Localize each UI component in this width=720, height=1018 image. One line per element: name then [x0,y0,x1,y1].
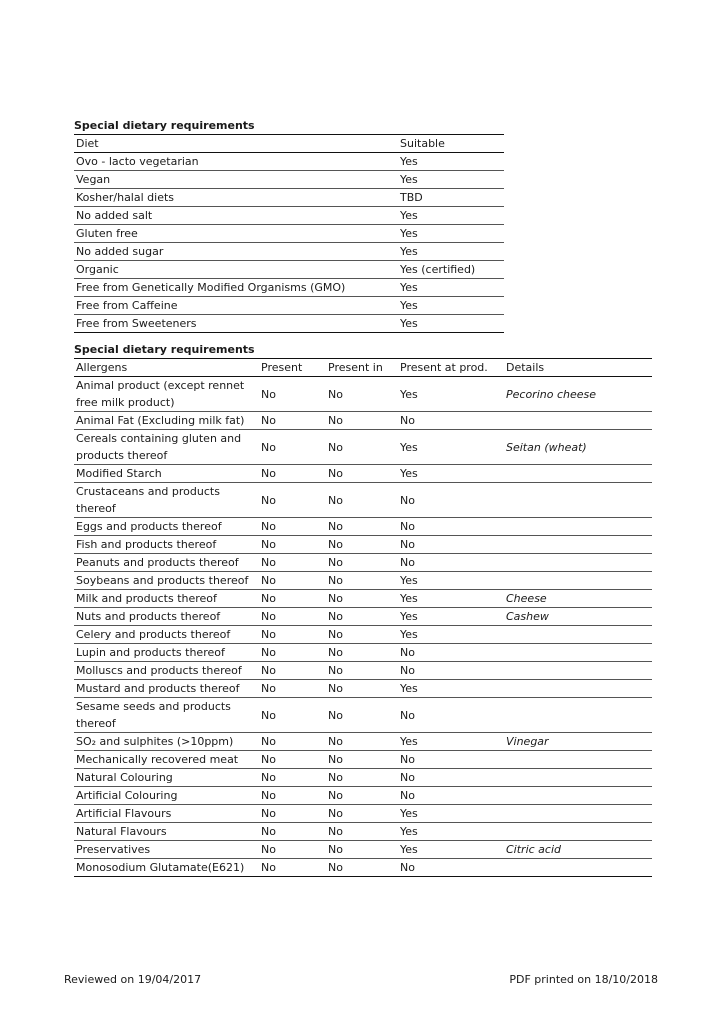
details-cell [504,626,652,644]
details-cell [504,751,652,769]
table-row [74,823,652,841]
suitable-cell: Yes [398,171,504,189]
details-cell: Vinegar [504,733,652,751]
present-cell: No [259,554,326,572]
allergen-name-cell: Animal Fat (Excluding milk fat) [74,412,259,430]
allergen-table [74,358,652,877]
present-in-cell: No [326,769,398,787]
diet-name-cell: Vegan [74,171,398,189]
allergen-name-cell: Eggs and products thereof [74,518,259,536]
present-in-cell: No [326,751,398,769]
table-row [74,554,652,572]
present-in-cell: No [326,698,398,733]
present-cell: No [259,805,326,823]
present-cell: No [259,823,326,841]
table-row [74,536,652,554]
present-at-prod-cell: Yes [398,572,504,590]
details-cell: Citric acid [504,841,652,859]
diet-name-cell: Ovo - lacto vegetarian [74,153,398,171]
present-in-cell: No [326,536,398,554]
diet-name-cell: Gluten free [74,225,398,243]
allergen-name-cell: Artificial Colouring [74,787,259,805]
allergens-column-header: Allergens [74,359,259,377]
diet-name-cell: Free from Genetically Modified Organisms (GMO) [74,279,398,297]
allergen-name-cell: Monosodium Glutamate(E621) [74,859,259,877]
table-row [74,787,652,805]
details-cell: Cashew [504,608,652,626]
printed-date: PDF printed on 18/10/2018 [509,973,658,986]
allergen-name-cell: Mechanically recovered meat [74,751,259,769]
present-cell: No [259,590,326,608]
allergen-section-title: Special dietary requirements [74,343,255,356]
details-cell [504,787,652,805]
present-at-prod-cell: Yes [398,626,504,644]
allergen-name-cell: Artificial Flavours [74,805,259,823]
present-at-prod-cell: No [398,859,504,877]
present-cell: No [259,536,326,554]
present-at-prod-cell: No [398,662,504,680]
allergen-section [74,342,652,877]
details-cell [504,805,652,823]
details-cell [504,518,652,536]
present-in-cell: No [326,554,398,572]
present-cell: No [259,412,326,430]
present-in-cell: No [326,859,398,877]
present-at-prod-cell: Yes [398,590,504,608]
present-at-prod-cell: No [398,787,504,805]
present-in-cell: No [326,626,398,644]
table-row [74,261,504,279]
diet-name-cell: No added salt [74,207,398,225]
present-in-cell: No [326,841,398,859]
present-in-cell: No [326,483,398,518]
present-in-cell: No [326,644,398,662]
details-cell: Pecorino cheese [504,377,652,412]
details-cell [504,859,652,877]
table-row [74,662,652,680]
table-row [74,590,652,608]
details-cell [504,412,652,430]
present-cell: No [259,769,326,787]
allergen-name-cell: Natural Colouring [74,769,259,787]
table-row [74,626,652,644]
allergen-name-cell: Molluscs and products thereof [74,662,259,680]
details-column-header: Details [504,359,652,377]
table-row [74,465,652,483]
table-row [74,243,504,261]
present-at-prod-cell: Yes [398,680,504,698]
present-cell: No [259,787,326,805]
details-cell [504,698,652,733]
present-at-prod-cell: No [398,698,504,733]
diet-column-header: Diet [74,135,398,153]
reviewed-date: Reviewed on 19/04/2017 [64,973,202,986]
suitable-cell: Yes [398,297,504,315]
table-row [74,751,652,769]
present-cell: No [259,859,326,877]
suitable-cell: Yes [398,153,504,171]
present-in-cell: No [326,787,398,805]
present-at-prod-cell: No [398,518,504,536]
table-row [74,315,504,333]
suitable-cell: Yes [398,207,504,225]
table-row [74,171,504,189]
allergen-name-cell: Preservatives [74,841,259,859]
details-cell [504,554,652,572]
present-at-prod-cell: Yes [398,805,504,823]
present-at-prod-column-header: Present at prod. [398,359,504,377]
table-row [74,769,652,787]
present-cell: No [259,644,326,662]
suitable-cell: Yes [398,225,504,243]
present-in-cell: No [326,805,398,823]
details-cell [504,823,652,841]
present-cell: No [259,518,326,536]
table-row [74,189,504,207]
table-row [74,680,652,698]
present-at-prod-cell: Yes [398,465,504,483]
present-at-prod-cell: No [398,483,504,518]
table-row [74,297,504,315]
present-cell: No [259,465,326,483]
present-in-cell: No [326,430,398,465]
table-row [74,608,652,626]
table-row [74,153,504,171]
table-row [74,518,652,536]
allergen-name-cell: Soybeans and products thereof [74,572,259,590]
allergen-name-cell: Modified Starch [74,465,259,483]
diet-table [74,134,504,333]
present-at-prod-cell: Yes [398,608,504,626]
present-cell: No [259,662,326,680]
present-cell: No [259,841,326,859]
present-in-cell: No [326,733,398,751]
details-cell [504,536,652,554]
present-in-cell: No [326,823,398,841]
allergen-name-cell: Mustard and products thereof [74,680,259,698]
present-in-cell: No [326,680,398,698]
present-cell: No [259,377,326,412]
details-cell [504,483,652,518]
present-at-prod-cell: No [398,751,504,769]
suitable-cell: Yes (certified) [398,261,504,279]
diet-section [74,118,504,333]
table-row [74,412,652,430]
present-at-prod-cell: No [398,412,504,430]
diet-name-cell: Free from Caffeine [74,297,398,315]
present-at-prod-cell: No [398,644,504,662]
diet-name-cell: Kosher/halal diets [74,189,398,207]
suitable-column-header: Suitable [398,135,504,153]
present-in-cell: No [326,572,398,590]
present-cell: No [259,483,326,518]
allergen-name-cell: Fish and products thereof [74,536,259,554]
present-at-prod-cell: Yes [398,733,504,751]
allergen-name-cell: Crustaceans and products thereof [74,483,259,518]
present-cell: No [259,572,326,590]
diet-name-cell: Free from Sweeteners [74,315,398,333]
diet-name-cell: No added sugar [74,243,398,261]
table-row [74,279,504,297]
present-at-prod-cell: No [398,769,504,787]
details-cell: Seitan (wheat) [504,430,652,465]
present-cell: No [259,430,326,465]
present-cell: No [259,733,326,751]
table-row [74,207,504,225]
allergen-name-cell: SO₂ and sulphites (>10ppm) [74,733,259,751]
allergen-name-cell: Nuts and products thereof [74,608,259,626]
diet-name-cell: Organic [74,261,398,279]
table-row [74,225,504,243]
present-at-prod-cell: No [398,554,504,572]
details-cell [504,769,652,787]
present-at-prod-cell: Yes [398,430,504,465]
present-in-cell: No [326,518,398,536]
present-at-prod-cell: Yes [398,823,504,841]
table-row [74,644,652,662]
allergen-name-cell: Natural Flavours [74,823,259,841]
present-in-cell: No [326,465,398,483]
allergen-name-cell: Celery and products thereof [74,626,259,644]
table-row [74,698,652,733]
allergen-name-cell: Sesame seeds and products thereof [74,698,259,733]
suitable-cell: Yes [398,315,504,333]
details-cell: Cheese [504,590,652,608]
details-cell [504,465,652,483]
present-in-cell: No [326,590,398,608]
table-row [74,733,652,751]
allergen-name-cell: Lupin and products thereof [74,644,259,662]
present-in-cell: No [326,662,398,680]
present-in-column-header: Present in [326,359,398,377]
details-cell [504,644,652,662]
present-cell: No [259,751,326,769]
diet-section-title: Special dietary requirements [74,119,255,132]
present-at-prod-cell: Yes [398,377,504,412]
present-column-header: Present [259,359,326,377]
present-at-prod-cell: No [398,536,504,554]
suitable-cell: TBD [398,189,504,207]
suitable-cell: Yes [398,279,504,297]
present-at-prod-cell: Yes [398,841,504,859]
table-row [74,430,652,465]
present-in-cell: No [326,412,398,430]
diet-header-row [74,135,504,153]
present-cell: No [259,608,326,626]
present-cell: No [259,698,326,733]
table-row [74,572,652,590]
table-row [74,859,652,877]
allergen-name-cell: Peanuts and products thereof [74,554,259,572]
table-row [74,805,652,823]
present-cell: No [259,626,326,644]
allergen-name-cell: Cereals containing gluten and products thereof [74,430,259,465]
present-cell: No [259,680,326,698]
table-row [74,841,652,859]
details-cell [504,572,652,590]
allergen-header-row [74,359,652,377]
suitable-cell: Yes [398,243,504,261]
details-cell [504,680,652,698]
present-in-cell: No [326,608,398,626]
allergen-name-cell: Animal product (except rennet free milk product) [74,377,259,412]
table-row [74,483,652,518]
table-row [74,377,652,412]
allergen-name-cell: Milk and products thereof [74,590,259,608]
present-in-cell: No [326,377,398,412]
details-cell [504,662,652,680]
